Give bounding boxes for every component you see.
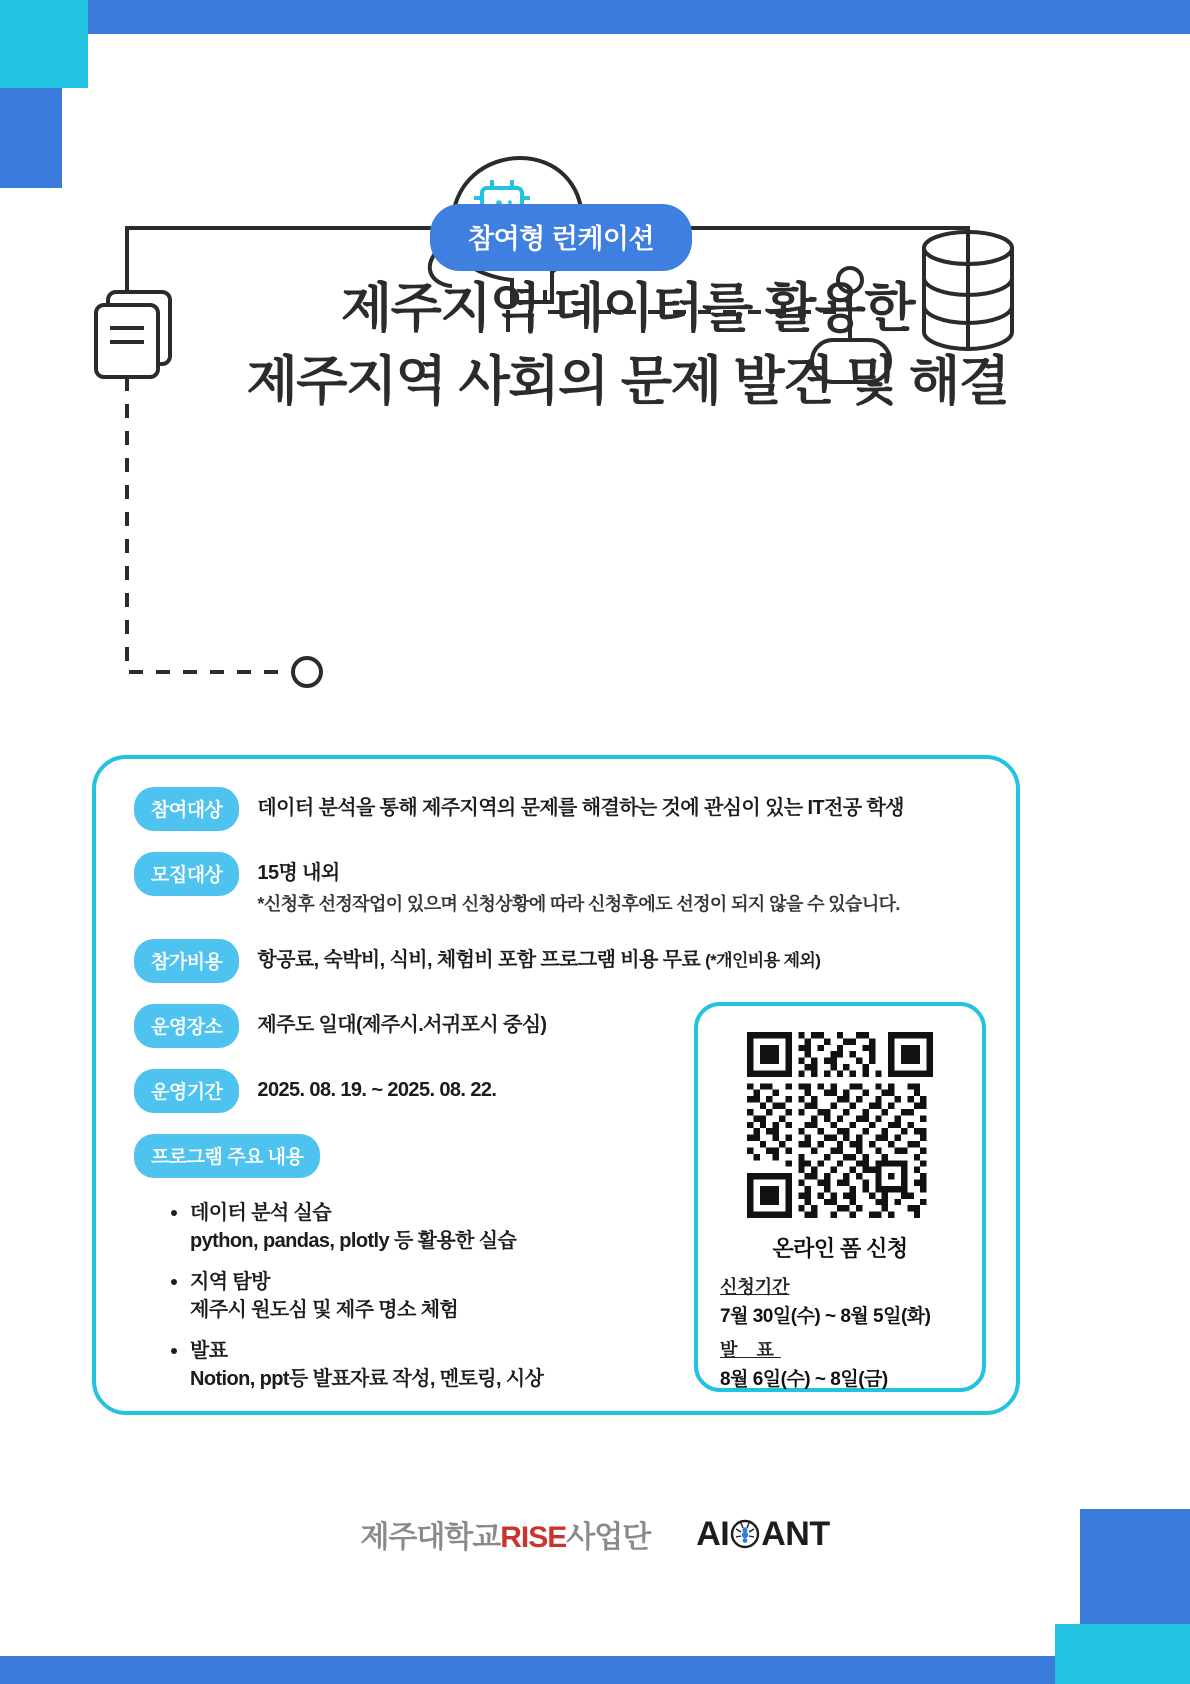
program-item-title: 지역 탐방 (190, 1270, 270, 1293)
page-title (0, 272, 1190, 418)
info-row-recruit (134, 852, 994, 918)
pill-recruit: 모집대상 (134, 852, 239, 896)
bottom-right-cyan-square (1055, 1624, 1190, 1684)
qr-application-panel[interactable] (694, 1002, 986, 1392)
apply-period-value: 7월 30일(수) ~ 8월 5일(화) (720, 1306, 931, 1327)
top-blue-bar (85, 0, 1190, 34)
recruit-count: 15명 내외 (257, 862, 340, 884)
result-label: 발 표 (720, 1340, 781, 1360)
pill-participants: 참여대상 (134, 787, 239, 831)
info-card (92, 755, 1020, 1415)
logo-rise-suffix: 사업단 (566, 1521, 651, 1554)
logo-aiant (696, 1515, 829, 1554)
pill-location: 운영장소 (134, 1004, 239, 1048)
qr-schedule (698, 1273, 982, 1391)
program-type-badge: 참여형 런케이션 (430, 204, 692, 271)
fee-main: 항공료, 숙박비, 식비, 체험비 포함 프로그램 비용 무료 (257, 949, 701, 971)
program-item-detail: Notion, ppt등 발표자료 작성, 멘토링, 시상 (190, 1367, 544, 1390)
logo-aiant-suffix: ANT (761, 1514, 830, 1553)
pill-period: 운영기간 (134, 1069, 239, 1113)
info-row-fee (134, 939, 994, 983)
pill-fee: 참가비용 (134, 939, 239, 983)
info-row-fee-value (257, 939, 820, 975)
qr-panel-title: 온라인 폼 신청 (772, 1236, 908, 1261)
program-item-title: 발표 (190, 1339, 228, 1362)
page-title-line2: 제주지역 사회의 문제 발견 및 해결 (246, 352, 1009, 412)
logo-rise-prefix: 제주대학교 (360, 1521, 501, 1554)
logo-aiant-prefix: AI (696, 1514, 730, 1553)
fee-note: (*개인비용 제외) (705, 951, 821, 970)
top-left-cyan-square (0, 0, 88, 88)
info-row-period-value: 2025. 08. 19. ~ 2025. 08. 22. (257, 1079, 497, 1101)
result-value: 8월 6일(수) ~ 8일(금) (720, 1369, 888, 1390)
page-title-line1: 제주지역 데이터를 활용한 (340, 279, 915, 338)
apply-period-label: 신청기간 (720, 1277, 790, 1297)
info-row-participants-value: 데이터 분석을 통해 제주지역의 문제를 해결하는 것에 관심이 있는 IT전공 학생 (257, 797, 904, 819)
pill-program: 프로그램 주요 내용 (134, 1134, 320, 1178)
ant-icon (730, 1519, 760, 1549)
recruit-note: *신청후 선정작업이 있으며 신청상황에 따라 신청후에도 선정이 되지 않을 수 있습니다. (257, 894, 900, 914)
qr-code-image[interactable] (747, 1032, 933, 1218)
logo-rise-mid: RISE (500, 1521, 567, 1554)
bottom-blue-bar (0, 1656, 1055, 1684)
program-item-detail: python, pandas, plotly 등 활용한 실습 (190, 1230, 517, 1253)
info-row-participants (134, 787, 994, 831)
info-row-location-value: 제주도 일대(제주시.서귀포시 중심) (257, 1014, 547, 1036)
logo-jeju-rise (360, 1512, 650, 1556)
footer-logos (0, 1512, 1190, 1556)
program-item-title: 데이터 분석 실습 (190, 1202, 331, 1224)
info-row-recruit-value (257, 852, 899, 918)
program-item-detail: 제주시 원도심 및 제주 명소 체험 (190, 1299, 459, 1322)
